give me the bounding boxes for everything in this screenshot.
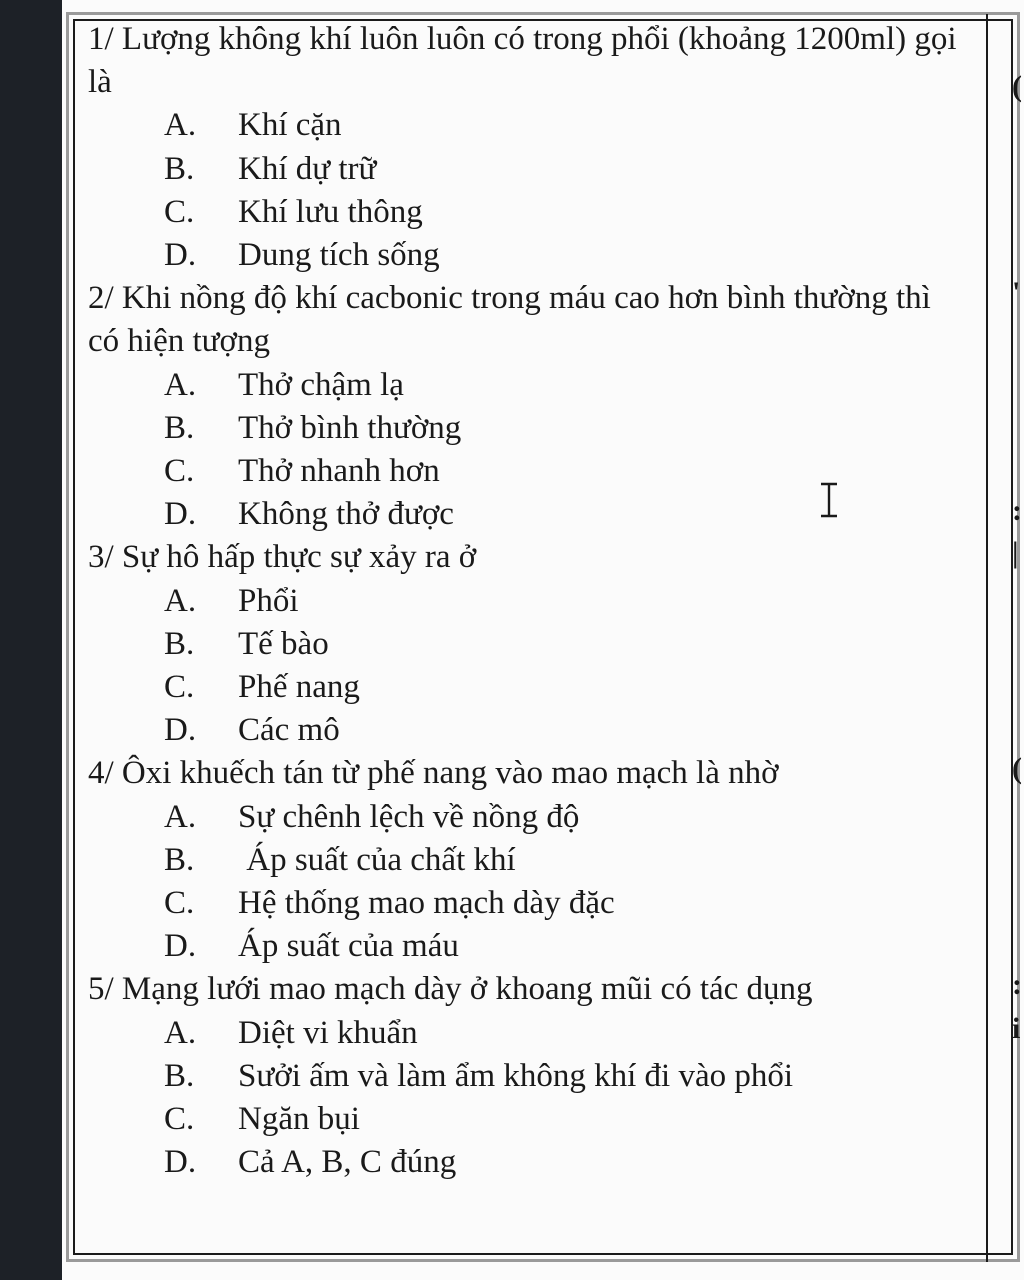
- option-d: [88, 1141, 968, 1184]
- question-5: [88, 968, 968, 1184]
- option-c: [88, 666, 968, 709]
- option-letter: A.: [164, 366, 197, 403]
- clipped-text-fragment: i: [1012, 1012, 1021, 1045]
- option-text: Thở chậm lạ: [238, 366, 404, 403]
- question-list: [88, 18, 968, 1184]
- option-b: [88, 148, 968, 191]
- option-text: Khí cặn: [238, 107, 342, 144]
- option-d: [88, 925, 968, 968]
- question-text: 4/ Ôxi khuếch tán từ phế nang vào mao mạch là nhờ: [88, 755, 779, 792]
- clipped-text-fragment: :: [1012, 968, 1022, 1001]
- option-text: Không thở được: [238, 496, 454, 533]
- option-a: [88, 1012, 968, 1055]
- option-letter: D.: [164, 712, 197, 749]
- option-text: Ngăn bụi: [238, 1101, 360, 1138]
- option-text: Dung tích sống: [238, 237, 440, 274]
- option-text: Diệt vi khuẩn: [238, 1014, 418, 1051]
- option-a: [88, 104, 968, 147]
- option-c: [88, 1098, 968, 1141]
- option-text: Khí lưu thông: [238, 193, 423, 230]
- option-text: Sự chênh lệch về nồng độ: [238, 798, 580, 835]
- text-cursor-icon: [818, 482, 840, 518]
- option-a: [88, 580, 968, 623]
- question-3: [88, 536, 968, 752]
- option-letter: B.: [164, 625, 195, 662]
- option-text: Sưởi ấm và làm ẩm không khí đi vào phổi: [238, 1057, 794, 1094]
- option-text: Hệ thống mao mạch dày đặc: [238, 885, 615, 922]
- clipped-text-fragment: (: [1012, 70, 1022, 103]
- option-letter: D.: [164, 237, 197, 274]
- option-letter: A.: [164, 798, 197, 835]
- option-b: [88, 839, 968, 882]
- column-divider: [986, 14, 988, 1262]
- option-letter: C.: [164, 885, 195, 922]
- option-letter: C.: [164, 453, 195, 490]
- option-letter: D.: [164, 928, 197, 965]
- option-text: Tế bào: [238, 625, 329, 662]
- option-d: [88, 709, 968, 752]
- option-c: [88, 882, 968, 925]
- question-text: 5/ Mạng lưới mao mạch dày ở khoang mũi có tác dụng: [88, 971, 813, 1008]
- option-text: Phế nang: [238, 669, 360, 706]
- question-text: 2/ Khi nồng độ khí cacbonic trong máu cao hơn bình thường thì có hiện tượng: [88, 280, 931, 360]
- option-letter: B.: [164, 150, 195, 187]
- clipped-text-fragment: (: [1012, 752, 1022, 785]
- clipped-text-fragment: :: [1012, 494, 1022, 527]
- option-text: Phổi: [238, 582, 299, 619]
- option-letter: B.: [164, 409, 195, 446]
- option-text: Áp suất của chất khí: [238, 841, 516, 878]
- option-text: Áp suất của máu: [238, 928, 459, 965]
- question-text: 3/ Sự hô hấp thực sự xảy ra ở: [88, 539, 477, 576]
- left-dark-panel: [0, 0, 62, 1280]
- option-letter: A.: [164, 1014, 197, 1051]
- option-c: [88, 191, 968, 234]
- option-d: [88, 234, 968, 277]
- option-letter: A.: [164, 582, 197, 619]
- option-letter: C.: [164, 669, 195, 706]
- option-letter: B.: [164, 1057, 195, 1094]
- option-letter: D.: [164, 496, 197, 533]
- option-letter: B.: [164, 841, 195, 878]
- question-text: 1/ Lượng không khí luôn luôn có trong phổi (khoảng 1200ml) gọi là: [88, 21, 957, 101]
- clipped-text-fragment: ': [1012, 276, 1021, 309]
- option-b: [88, 407, 968, 450]
- option-text: Thở bình thường: [238, 409, 462, 446]
- option-text: Cả A, B, C đúng: [238, 1144, 457, 1181]
- option-text: Khí dự trữ: [238, 150, 377, 187]
- option-b: [88, 623, 968, 666]
- option-text: Thở nhanh hơn: [238, 453, 440, 490]
- option-text: Các mô: [238, 712, 340, 749]
- question-1: [88, 18, 968, 277]
- clipped-text-fragment: |: [1012, 536, 1019, 569]
- option-a: [88, 796, 968, 839]
- option-letter: A.: [164, 107, 197, 144]
- option-letter: D.: [164, 1144, 197, 1181]
- option-letter: C.: [164, 193, 195, 230]
- document-page: [62, 0, 1024, 1280]
- question-4: [88, 752, 968, 968]
- option-b: [88, 1055, 968, 1098]
- option-a: [88, 364, 968, 407]
- option-letter: C.: [164, 1101, 195, 1138]
